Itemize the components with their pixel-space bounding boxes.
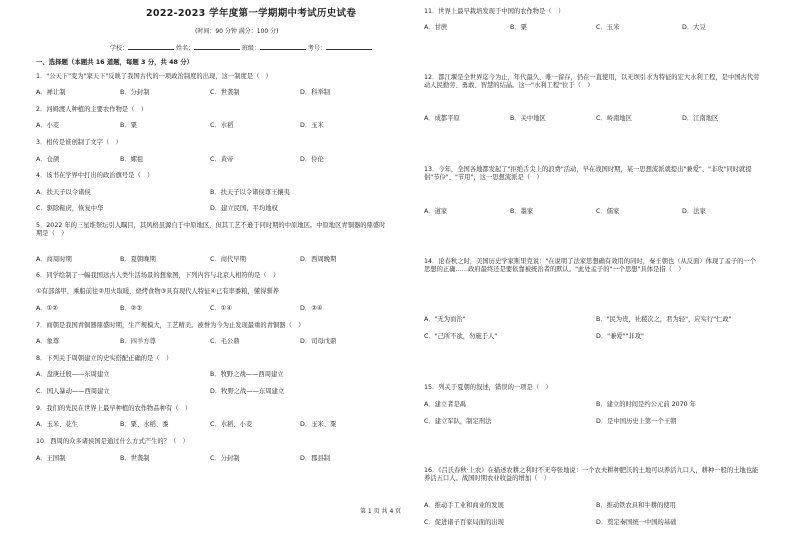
question-11: 11．世界上最早栽培发现于中国的农作物是（ ）	[424, 8, 565, 15]
question-2: 2．河姆渡人种植的主要农作物是（ ）	[36, 106, 148, 113]
option: D．牧野之战——东周建立	[210, 388, 285, 395]
option: B．世袭制	[120, 455, 150, 462]
option: B．"民为贵，社稷次之，君为轻"，应实行"仁政"	[596, 316, 732, 323]
option: B．推动铁农具和牛耕的使用	[596, 502, 676, 509]
option: D．奠定秦国统一中国的基础	[596, 519, 677, 526]
option: D．是中国历史上第一个王朝	[596, 418, 677, 425]
option: A．建立者是禹	[424, 401, 467, 408]
option: D．司母戊鼎	[300, 338, 337, 345]
option: C．水稻	[210, 122, 234, 129]
option: A．盘庚迁殷——东周建立	[36, 371, 110, 378]
option: D．②④	[300, 305, 323, 312]
option: B．墨家	[510, 208, 534, 215]
option: A．扶天子以令诸侯	[36, 189, 91, 196]
school-field[interactable]	[128, 43, 174, 50]
question-8: 8．下列关于周朝建立的史实搭配正确的是（ ）	[36, 355, 173, 362]
question-1: 1．"公天下"变为"家天下"反映了我国古代的一项政治制度的出现，这一制度是（ ）	[36, 73, 272, 80]
id-label: 考号：	[307, 45, 326, 52]
option: C．世袭制	[210, 89, 240, 96]
option: D．法家	[682, 208, 706, 215]
option: D．玉米	[300, 122, 324, 129]
exam-subtitle: (时间：90 分钟 满分：100 分)	[195, 28, 279, 35]
option: A．甘蔗	[424, 24, 448, 31]
option: C．建立军队，制定刑法	[424, 418, 492, 425]
option: A．推动手工业和商业的发展	[424, 502, 504, 509]
option: B．扶天子以令诸侯尊王攘夷	[210, 189, 290, 196]
name-label: 姓名：	[175, 45, 194, 52]
option: A．王国制	[36, 455, 66, 462]
question-15: 15．列关于夏朝的叙述，错误的一项是（ ）	[424, 384, 552, 391]
student-info-line	[110, 43, 372, 53]
question-3: 3．相传是谁创制了文字（ ）	[36, 139, 122, 146]
option: C．黄帝	[210, 156, 234, 163]
option: C．"己所不欲，勿施于人"	[424, 333, 498, 340]
option: A．"无为而治"	[424, 316, 466, 323]
exam-title: 2022-2023 学年度第一学期期中考试历史试卷	[146, 8, 357, 19]
option: D．"兼爱""非攻"	[596, 333, 644, 340]
question-14: 14．论春秋之时，美国历史学家斯里克说："在说明了法家思想确有效用的同时，秦王朝也（从反面）体现了孟子的一个思想的正确……政府最终还是要依靠被统治者的默认。"此处孟子的"一个思想"具体是指（ ）	[424, 258, 757, 273]
option: A．①②	[36, 305, 58, 312]
school-label: 学校：	[110, 45, 129, 52]
option: D．郡县制	[300, 455, 331, 462]
option: A．成都平原	[424, 115, 460, 122]
option: C．国人暴动——西周建立	[36, 388, 110, 395]
option: C．①④	[210, 305, 232, 312]
option: D．江南地区	[682, 115, 719, 122]
option: A．道家	[424, 208, 448, 215]
option: C．驱除鞑虏，恢复中华	[36, 205, 104, 212]
question-16: 16．《吕氏春秋·上农》在描述农耕之利时不无夸张地说：一个农夫耕种肥沃的土地可以养活九口人，耕种一般的土地也能养活五口人。战国时期农业收益的增加（ ）	[424, 467, 759, 482]
id-field[interactable]	[326, 43, 372, 50]
option: A．玉米、花生	[36, 421, 79, 428]
option: C．商代早期	[210, 256, 246, 263]
option: A．禅让制	[36, 89, 66, 96]
option: B．粟	[510, 24, 527, 31]
option: D．建立民国，平均地权	[210, 205, 278, 212]
option: B．关中地区	[510, 115, 546, 122]
question-13: 13．今年，全国各地都发起了"拒绝舌尖上的浪费"活动，早在战国时期，某一思想流派就提出"兼爱"、"非攻"同时就提倡"节俭"、"节用"，这一思想流派是（ ）	[424, 166, 752, 181]
option: B．嫘祖	[120, 156, 144, 163]
page-footer: 第 1 页 共 4 页	[360, 508, 402, 515]
option: B．②③	[120, 305, 142, 312]
option: C．水稻、小麦	[210, 421, 253, 428]
option: B．四羊方尊	[120, 338, 156, 345]
option: B．夏朝晚期	[120, 256, 156, 263]
option: B．建立的时间是约公元前 2070 年	[596, 401, 696, 408]
class-label: 班级：	[241, 45, 260, 52]
question-6-statements: ①有部落甲，乘船前往②用火取暖，烧烤食物③具有现代人特征④已有率黍粮，懂得驯养	[36, 288, 279, 295]
class-field[interactable]	[260, 43, 306, 50]
option: B．粟、水稻、黍	[120, 421, 169, 428]
question-7: 7．商朝是我国青铜器鼎盛时期，生产规模大，工艺精美。被誉为今为止发现最重的青铜器（ ）	[36, 322, 305, 329]
option: C．岭南地区	[596, 115, 632, 122]
option: D．伶伦	[300, 156, 324, 163]
option: D．玉米、粟	[300, 421, 337, 428]
option: A．仓颉	[36, 156, 60, 163]
option: C．促进诸子百家局面的出现	[424, 519, 504, 526]
option: D．科举制	[300, 89, 331, 96]
question-12: 12．都江堰是全世界迄今为止，年代最久、唯一留存，仍在一直使用，以无坝引水为特征的宏大水利工程，是中国古代劳动人民勤劳、勇敢、智慧的结晶。这一"水利工程"位于（ ）	[424, 74, 760, 89]
option: B．粟	[120, 122, 137, 129]
option: A．小麦	[36, 122, 60, 129]
name-field[interactable]	[194, 43, 240, 50]
question-6: 6．同学绘制了一幅我国远古人类生活场景的想象图，下列内容与北京人相符的是（ ）	[36, 272, 280, 279]
option: D．大豆	[682, 24, 706, 31]
option: D．西周晚期	[300, 256, 337, 263]
option: C．分封制	[210, 455, 240, 462]
option: A．商周时期	[36, 256, 72, 263]
option: B．分封制	[120, 89, 150, 96]
question-10: 10．西周的众多诸侯国是通过什么方式产生的？（ ）	[36, 438, 189, 445]
section-heading: 一、选择题（本题共 16 道题，每题 3 分，共 48 分）	[36, 58, 194, 66]
option: C．玉米	[596, 24, 620, 31]
question-9: 9．我们的先民在世界上最早种植的农作物品种有（ ）	[36, 405, 192, 412]
option: A．象尊	[36, 338, 60, 345]
option: C．儒家	[596, 208, 620, 215]
option: C．毛公鼎	[210, 338, 240, 345]
question-5: 5．2022 年的三星堆祭坛引人瞩目，其风格虽源自于中原地区，但其工艺不逊于同时期的中原地区。中原地区青铜器的鼎盛时期是（ ）	[36, 222, 386, 237]
option: B．牧野之战——西周建立	[210, 371, 284, 378]
question-4: 4．该书在学界中打出的政治旗号是（ ）	[36, 172, 154, 179]
